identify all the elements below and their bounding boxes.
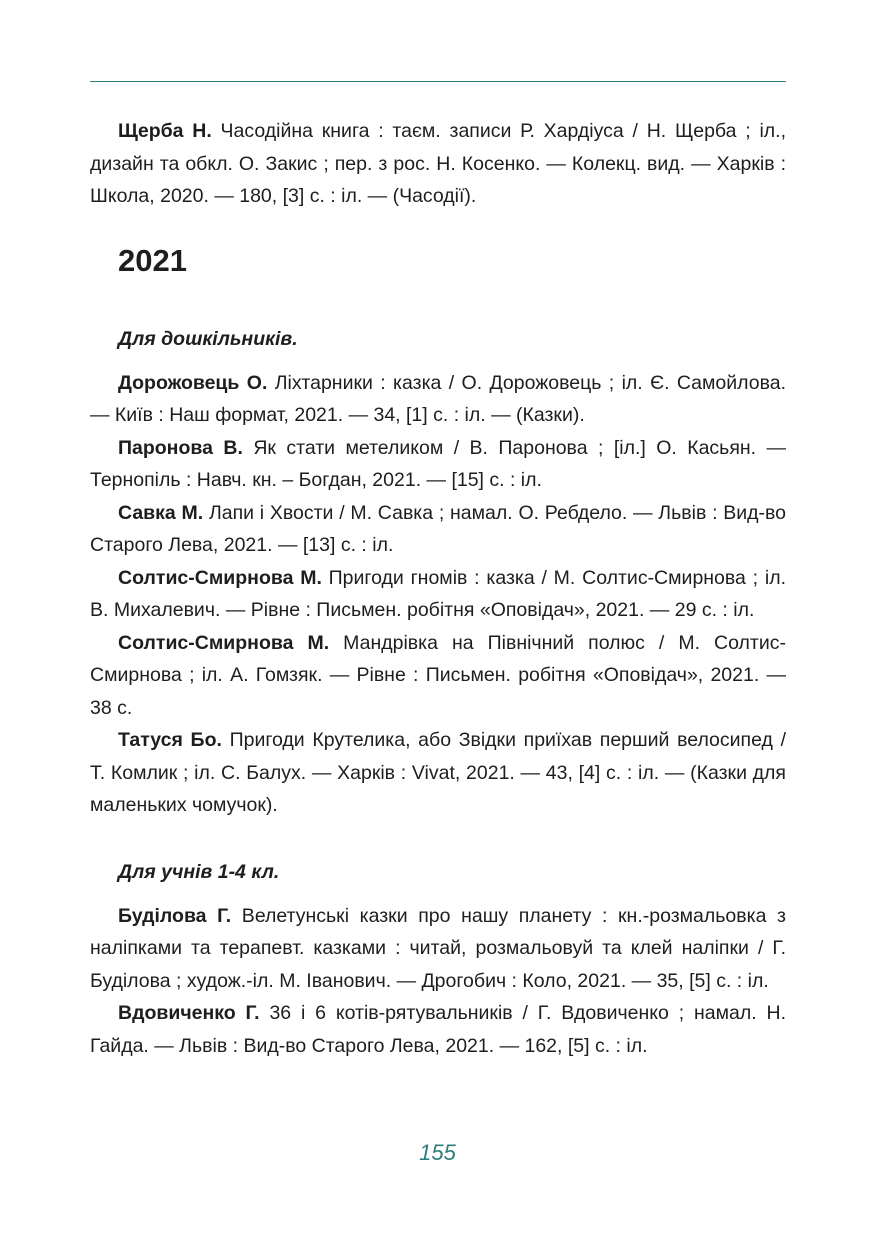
- section-preschool: [90, 323, 787, 822]
- bibliography-entry: [90, 115, 786, 213]
- section-grades-1-4: [90, 856, 786, 1063]
- entry-author: Паронова В.: [118, 436, 243, 459]
- entry-text: Ліхтарники : казка / О. Дорожовець ; іл. Є. Самойлова. — Київ : Наш формат, 2021. — 34, [1] с. : іл. — (Казки).: [90, 371, 786, 426]
- bibliography-entry: [90, 900, 786, 998]
- section-title: Для дошкільників.: [118, 327, 298, 350]
- entry-text: 36 і 6 котів-рятувальників / Г. Вдовиченко ; намал. Н. Гайда. — Львів : Вид-во Старого Лева, 2021. — 162, [5] с. : іл.: [90, 1002, 786, 1057]
- entry-author: Солтис-Смирнова М.: [118, 566, 322, 589]
- entry-text: Як стати метеликом / В. Паронова ; [іл.] О. Касьян. — Тернопіль : Навч. кн. – Богдан, 2021. — [15] с. : іл.: [90, 436, 787, 491]
- bibliography-entry: [90, 432, 786, 497]
- entry-text: Пригоди Крутелика, або Звідки приїхав перший велосипед / Т. Комлик ; іл. С. Балух. — Харків : Vivat, 2021. — 43, [4] с. : іл. — (Казки для маленьких чомучок).: [90, 729, 786, 816]
- page-number: 155: [419, 1140, 456, 1165]
- section-title: Для учнів 1-4 кл.: [118, 860, 280, 883]
- bibliography-entry: [90, 997, 786, 1062]
- bibliography-entry: [90, 367, 786, 432]
- page-content: [90, 115, 787, 1062]
- entry-author: Буділова Г.: [118, 904, 232, 927]
- bibliography-entry: [90, 497, 786, 562]
- bibliography-entry: [90, 562, 786, 627]
- entry-text: Лапи і Хвости / М. Савка ; намал. О. Ребдело. — Львів : Вид-во Старого Лева, 2021. — [13] с. : іл.: [90, 501, 787, 556]
- bibliography-entry: [90, 724, 786, 822]
- entry-text: Часодійна книга : таєм. записи Р. Хардіуса / Н. Щерба ; іл., дизайн та обкл. О. Закис ; пер. з рос. Н. Косенко. — Колекц. вид. — Харків : Школа, 2020. — 180, [3] с. : іл. — (Часодії).: [90, 120, 786, 207]
- entry-text: Велетунські казки про нашу планету : кн.-розмальовка з наліпками та терапевт. казками : читай, розмальовуй та клей наліпки / Г. Буділова ; худож.-іл. М. Іванович. — Дрогобич : Коло, 2021. — 35, [5] с. : іл.: [90, 904, 786, 992]
- bibliography-entry: [90, 627, 786, 725]
- year-heading: 2021: [118, 242, 187, 278]
- entry-author: Вдовиченко Г.: [118, 1002, 260, 1024]
- entry-author: Щерба Н.: [118, 120, 212, 142]
- entry-text: Пригоди гномів : казка / М. Солтис-Смирнова ; іл. В. Михалевич. — Рівне : Письмен. робітня «Оповідач», 2021. — 29 с. : іл.: [90, 566, 786, 621]
- entry-author: Дорожовець О.: [118, 371, 268, 394]
- entry-author: Солтис-Смирнова М.: [118, 631, 330, 654]
- entry-text: Мандрівка на Північний полюс / М. Солтис-Смирнова ; іл. А. Гомзяк. — Рівне : Письмен. робітня «Оповідач», 2021. — 38 с.: [90, 631, 787, 719]
- header-rule: [90, 81, 786, 82]
- entry-author: Татуся Бо.: [118, 729, 222, 751]
- entry-author: Савка М.: [118, 501, 204, 524]
